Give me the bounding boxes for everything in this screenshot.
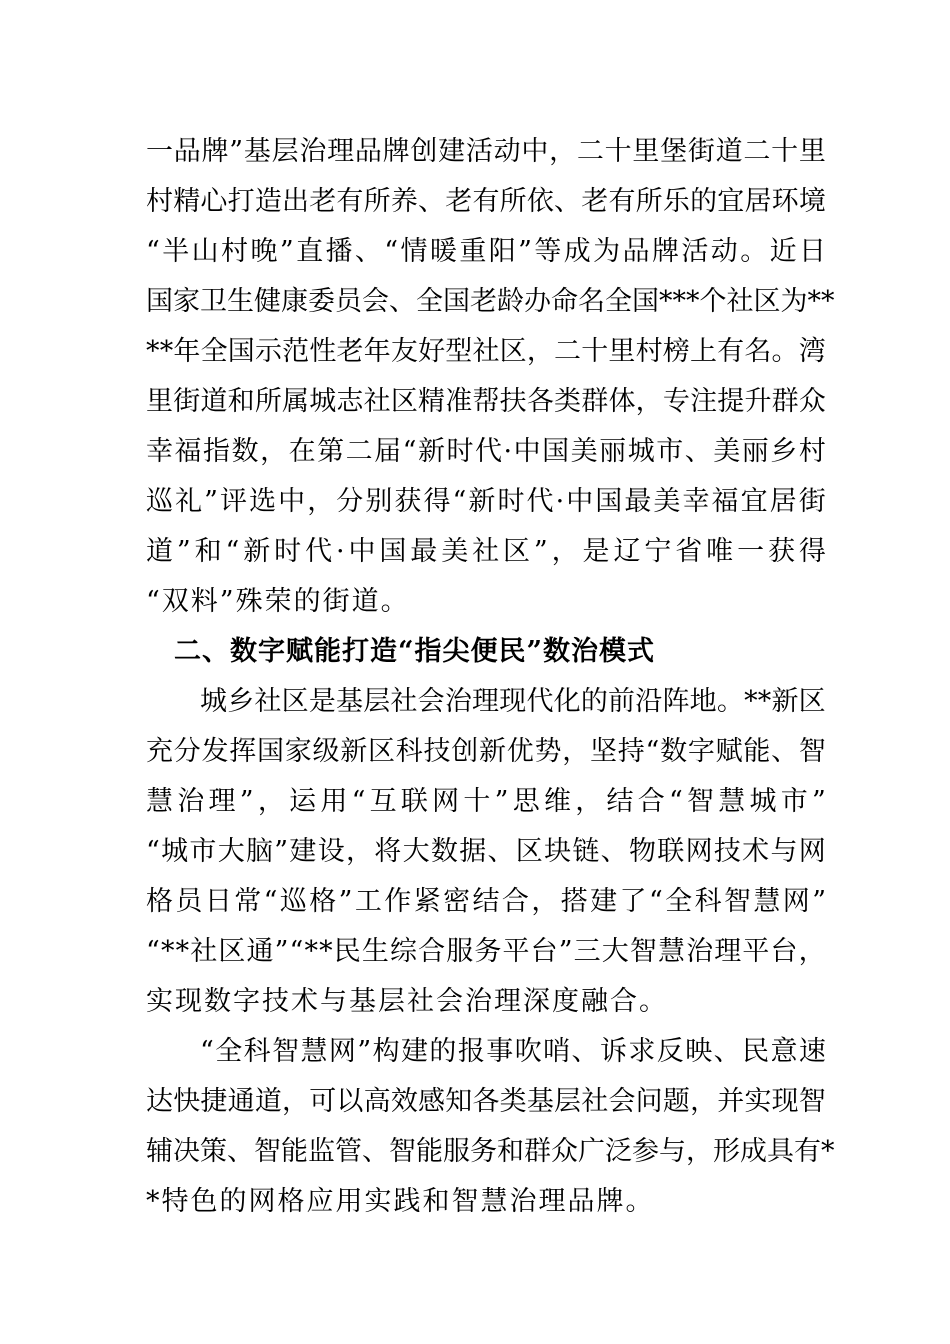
- paragraph-line: 实现数字技术与基层社会治理深度融合。: [146, 986, 668, 1017]
- paragraph-line: 格 员 日 常 “ 巡 格 ” 工 作 紧 密 结 合 ， 搭 建 了 “ 全 科 智 慧 网 ”: [146, 886, 826, 917]
- paragraph-line: 一 品 牌 ” 基 层 治 理 品 牌 创 建 活 动 中 ， 二 十 里 堡 街 道 二 十 里: [146, 136, 826, 167]
- paragraph-line: 村 精 心 打 造 出 老 有 所 养 、 老 有 所 依 、 老 有 所 乐 的 宜 居 环 境: [146, 186, 826, 217]
- paragraph-line: * * 年 全 国 示 范 性 老 年 友 好 型 社 区 ， 二 十 里 村 榜 上 有 名 。 湾: [146, 336, 826, 367]
- paragraph-line: “ 半 山 村 晚 ” 直 播 、 “ 情 暖 重 阳 ” 等 成 为 品 牌 活 动 。 近 日: [146, 236, 826, 267]
- paragraph-line: 道 ” 和 “ 新 时 代 · 中 国 最 美 社 区 ” ， 是 辽 宁 省 唯 一 获 得: [146, 536, 826, 567]
- paragraph-line: 国 家 卫 生 健 康 委 员 会 、 全 国 老 龄 办 命 名 全 国 * * * 个 社 区 为 * *: [146, 286, 835, 317]
- paragraph-line: 辅 决 策 、 智 能 监 管 、 智 能 服 务 和 群 众 广 泛 参 与 ， 形 成 具 有 *: [146, 1136, 835, 1167]
- paragraph-line: 充 分 发 挥 国 家 级 新 区 科 技 创 新 优 势 ， 坚 持 “ 数 字 赋 能 、 智: [146, 736, 826, 767]
- paragraph-line: “ 全 科 智 慧 网 ” 构 建 的 报 事 吹 哨 、 诉 求 反 映 、 民 意 速: [200, 1036, 826, 1067]
- paragraph-line: “双料”殊荣的街道。: [146, 586, 410, 617]
- paragraph-line: 慧 治 理 ” ， 运 用 “ 互 联 网 十 ” 思 维 ， 结 合 “ 智 慧 城 市 ”: [146, 786, 826, 817]
- paragraph-line: 城 乡 社 区 是 基 层 社 会 治 理 现 代 化 的 前 沿 阵 地 。 * * 新 区: [200, 686, 826, 717]
- paragraph-line: 幸 福 指 数 ， 在 第 二 届 “ 新 时 代 · 中 国 美 丽 城 市 、 美 丽 乡 村: [146, 436, 826, 467]
- paragraph-line: “ 城 市 大 脑 ” 建 设 ， 将 大 数 据 、 区 块 链 、 物 联 网 技 术 与 网: [146, 836, 826, 867]
- paragraph-line: 巡 礼 ” 评 选 中 ， 分 别 获 得 “ 新 时 代 · 中 国 最 美 幸 福 宜 居 街: [146, 486, 826, 517]
- paragraph-line: “ * * 社 区 通 ” “ * * 民 生 综 合 服 务 平 台 ” 三 大 智 慧 治 理 平 台 ，: [146, 936, 826, 967]
- paragraph-line: *特色的网格应用实践和智慧治理品牌。: [146, 1186, 655, 1217]
- paragraph-line: 达 快 捷 通 道 ， 可 以 高 效 感 知 各 类 基 层 社 会 问 题 ， 并 实 现 智: [146, 1086, 826, 1117]
- section-heading: 二、数字赋能打造“指尖便民”数治模式: [174, 636, 656, 667]
- paragraph-line: 里 街 道 和 所 属 城 志 社 区 精 准 帮 扶 各 类 群 体 ， 专 注 提 升 群 众: [146, 386, 826, 417]
